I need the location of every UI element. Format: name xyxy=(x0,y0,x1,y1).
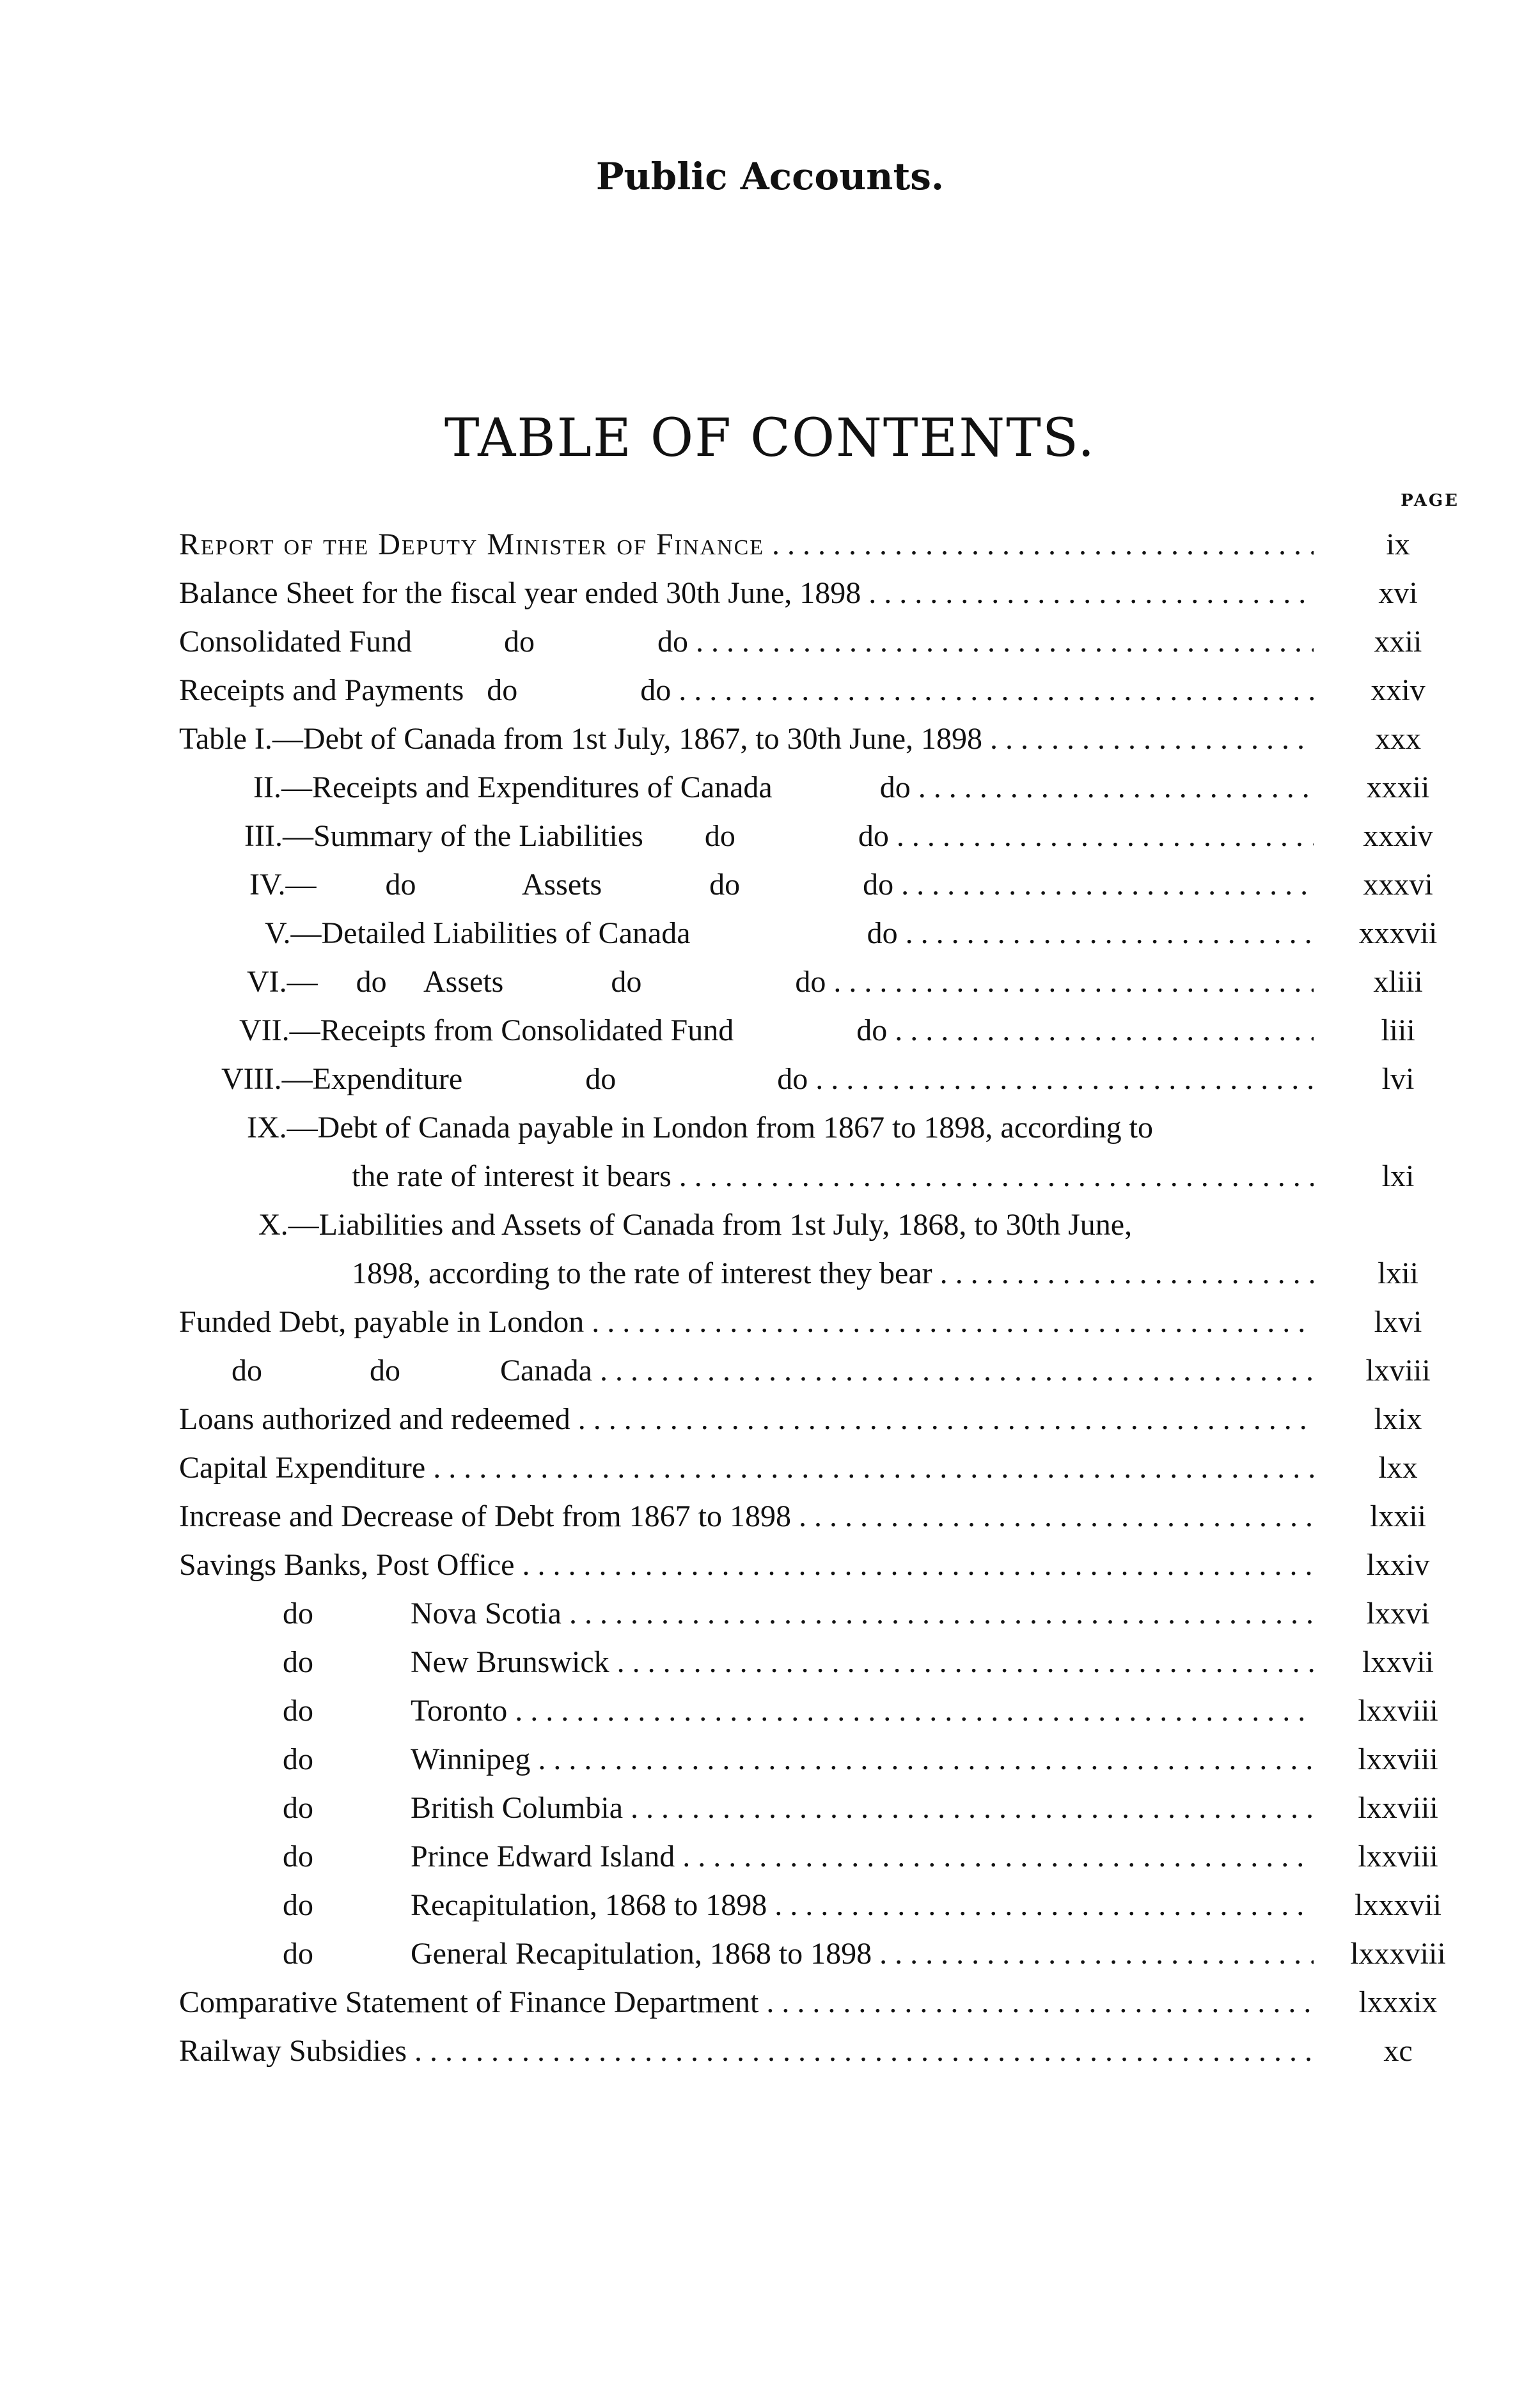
toc-entry xyxy=(179,2027,1462,2076)
toc-entry xyxy=(179,1444,1462,1492)
toc-entry-text: Comparative Statement of Finance Department xyxy=(179,1985,759,2019)
toc-entry-text: Capital Expenditure xyxy=(179,1451,426,1485)
toc-entry-page: lxxviii xyxy=(1358,1791,1438,1825)
toc-entry-page: lxix xyxy=(1374,1402,1422,1436)
toc-entry-text: Winnipeg xyxy=(411,1742,531,1776)
page-column-label: PAGE xyxy=(1401,491,1459,510)
toc-entry xyxy=(179,1006,1462,1055)
toc-entry xyxy=(179,1395,1462,1444)
toc-entry-text: VIII.—Expenditure do do xyxy=(221,1062,808,1096)
toc-entry-page: xxxiv xyxy=(1363,819,1433,853)
toc-entry xyxy=(179,1492,1462,1541)
toc-entry-ditto: do xyxy=(283,1742,313,1776)
toc-entry-text: IV.— do Assets do do xyxy=(249,868,894,902)
toc-entry xyxy=(179,1104,1462,1152)
toc-entry-page xyxy=(1334,1104,1462,1152)
toc-entry xyxy=(179,1298,1462,1347)
toc-entry-text: X.—Liabilities and Assets of Canada from 1st July, 1868, to 30th June, xyxy=(258,1208,1133,1242)
toc-entry-page: lxvi xyxy=(1374,1305,1422,1339)
toc-entry-ditto: do xyxy=(283,1888,313,1922)
toc-entry xyxy=(179,1881,1462,1930)
toc-entry xyxy=(179,861,1462,909)
toc-entry-page: lxxviii xyxy=(1358,1840,1438,1873)
toc-entry-text: 1898, according to the rate of interest they bear xyxy=(352,1256,932,1290)
toc-entry xyxy=(179,1687,1462,1735)
toc-entry xyxy=(179,1347,1462,1395)
toc-entry-ditto: do xyxy=(283,1840,313,1873)
toc-entry-page: liii xyxy=(1381,1013,1415,1047)
toc-entry-page: lxxxix xyxy=(1358,1985,1438,2019)
toc-entry-text: II.—Receipts and Expenditures of Canada do xyxy=(253,770,911,804)
toc-entry-text: Report of the Deputy Minister of Finance xyxy=(179,528,765,561)
toc-entry-page: lxxii xyxy=(1369,1499,1426,1533)
toc-entry xyxy=(179,812,1462,861)
toc-entry-text: British Columbia xyxy=(411,1791,624,1825)
toc-entry-page: xliii xyxy=(1373,965,1423,999)
toc-entry xyxy=(179,666,1462,715)
toc-entry-page: lxx xyxy=(1378,1451,1418,1485)
toc-entry-text: V.—Detailed Liabilities of Canada do xyxy=(265,916,898,950)
toc-entry xyxy=(179,1249,1462,1298)
toc-entry xyxy=(179,520,1462,569)
toc-entry-ditto: do xyxy=(283,1791,313,1825)
toc-entry-page: lxii xyxy=(1377,1256,1418,1290)
toc-entry-text: Toronto xyxy=(411,1694,508,1728)
toc-entry xyxy=(179,569,1462,618)
toc-entry xyxy=(179,1978,1462,2027)
toc-entry xyxy=(179,618,1462,666)
toc-entry-text: Balance Sheet for the fiscal year ended 30th June, 1898 xyxy=(179,576,861,610)
toc-entry xyxy=(179,1784,1462,1833)
toc-entry-page: lxxviii xyxy=(1358,1742,1438,1776)
toc-entry xyxy=(179,909,1462,958)
toc-entry-text: Savings Banks, Post Office xyxy=(179,1548,515,1582)
toc-entry xyxy=(179,715,1462,763)
toc-entry-page: xxxvii xyxy=(1358,916,1438,950)
toc-title: TABLE OF CONTENTS. xyxy=(444,408,1096,469)
toc-entry-page: xxxvi xyxy=(1363,868,1433,902)
toc-entry-text: Increase and Decrease of Debt from 1867 to 1898 xyxy=(179,1499,791,1533)
toc-entry-text: General Recapitulation, 1868 to 1898 xyxy=(411,1937,872,1971)
toc-entry-text: do do Canada xyxy=(232,1354,592,1388)
toc-entry-ditto: do xyxy=(283,1645,313,1679)
toc-entry-text: IX.—Debt of Canada payable in London from 1867 to 1898, according to xyxy=(247,1111,1153,1145)
toc-entry-page: lxxvii xyxy=(1362,1645,1434,1679)
toc-entry-page: lxviii xyxy=(1365,1354,1431,1388)
toc-entry xyxy=(179,1930,1462,1978)
toc-entry-ditto: do xyxy=(283,1937,313,1971)
toc-entry-text: Consolidated Fund do do xyxy=(179,625,689,659)
toc-entry-text: VI.— do Assets do do xyxy=(247,965,826,999)
toc-entry xyxy=(179,958,1462,1006)
toc-entry-text: Funded Debt, payable in London xyxy=(179,1305,585,1339)
toc-entry-page: lvi xyxy=(1381,1062,1415,1096)
toc-entry-page: xxx xyxy=(1375,722,1421,756)
toc-entry xyxy=(179,1735,1462,1784)
toc-entry xyxy=(179,1638,1462,1687)
toc-entry-text: Nova Scotia xyxy=(411,1597,562,1630)
toc-entry-page: lxxvi xyxy=(1366,1597,1430,1630)
toc-entry-ditto: do xyxy=(283,1694,313,1728)
toc-entry xyxy=(179,1833,1462,1881)
toc-entry-text: Receipts and Payments do do xyxy=(179,673,672,707)
toc-entry-text: Recapitulation, 1868 to 1898 xyxy=(411,1888,767,1922)
toc-entry xyxy=(179,1590,1462,1638)
toc-entry-text: Railway Subsidies xyxy=(179,2034,407,2068)
toc-entry-text: the rate of interest it bears xyxy=(352,1159,672,1193)
toc-entry-page xyxy=(1334,1201,1462,1249)
toc-entry-page: lxxviii xyxy=(1358,1694,1438,1728)
toc-entry-page: xvi xyxy=(1378,576,1418,610)
toc-entry-page: xxxii xyxy=(1366,770,1430,804)
toc-entry xyxy=(179,1541,1462,1590)
toc-entry-page: lxxxviii xyxy=(1350,1937,1446,1971)
toc-entry-page: lxxxvii xyxy=(1354,1888,1442,1922)
toc-entry-text: Loans authorized and redeemed xyxy=(179,1402,570,1436)
toc-entry-page: ix xyxy=(1386,528,1410,561)
toc-entry-page: xxii xyxy=(1374,625,1422,659)
toc-entry-page: lxi xyxy=(1381,1159,1415,1193)
toc-entry-ditto: do xyxy=(283,1597,313,1630)
toc-entry xyxy=(179,1055,1462,1104)
toc-entry-text: VII.—Receipts from Consolidated Fund do xyxy=(239,1013,888,1047)
toc-entry-text: Prince Edward Island xyxy=(411,1840,675,1873)
toc-entry xyxy=(179,1152,1462,1201)
toc-entry-page: xxiv xyxy=(1371,673,1426,707)
toc-entry xyxy=(179,1201,1462,1249)
toc-entry-page: xc xyxy=(1383,2034,1413,2068)
document-header: Public Accounts. xyxy=(595,155,945,198)
toc-entry-text: Table I.—Debt of Canada from 1st July, 1867, to 30th June, 1898 xyxy=(179,722,982,756)
toc-entry-page: lxxiv xyxy=(1366,1548,1430,1582)
toc-entry-text: III.—Summary of the Liabilities do do xyxy=(244,819,889,853)
toc-entry xyxy=(179,763,1462,812)
toc-entry-text: New Brunswick xyxy=(411,1645,609,1679)
